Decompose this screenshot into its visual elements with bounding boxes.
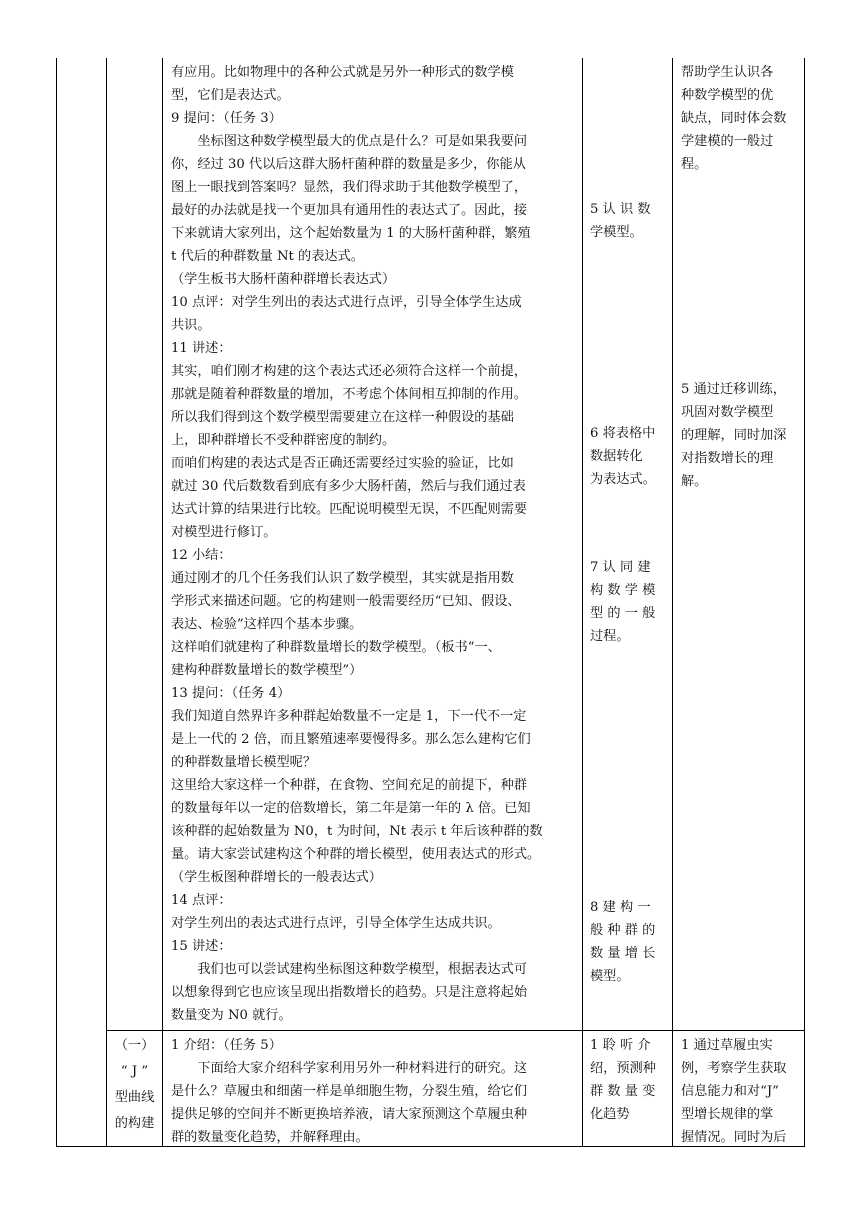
text-line: 巩固对数学模型 bbox=[681, 405, 774, 420]
text-line: 帮助学生认识各 bbox=[681, 65, 774, 80]
text-line: （学生板书大肠杆菌种群增长表达式） bbox=[171, 272, 396, 287]
text-line: 这里给大家这样一个种群，在食物、空间充足的前提下，种群 bbox=[171, 778, 528, 793]
text-line: 而咱们构建的表达式是否正确还需要经过实验的验证，比如 bbox=[171, 456, 514, 471]
text-line: 8 建 构 一 bbox=[590, 900, 651, 915]
table-right-border bbox=[804, 58, 805, 1147]
student-activity-block-6 bbox=[590, 422, 666, 491]
text-line: 群 数 量 变 bbox=[590, 1084, 656, 1099]
text-line: t 代后的种群数量 Nt 的表达式。 bbox=[171, 249, 364, 264]
text-line: 上，即种群增长不受种群密度的制约。 bbox=[171, 433, 396, 448]
text-line: 过程。 bbox=[590, 629, 630, 644]
text-line: 图上一眼找到答案吗？显然，我们得求助于其他数学模型了， bbox=[171, 180, 528, 195]
text-line: 化趋势 bbox=[590, 1107, 630, 1122]
text-line: 那就是随着种群数量的增加，不考虑个体间相互抑制的作用。 bbox=[171, 387, 528, 402]
text-line: （一） bbox=[114, 1038, 155, 1053]
text-line: 是什么？草履虫和细菌一样是单细胞生物，分裂生殖，给它们 bbox=[171, 1084, 528, 1099]
text-line: 型，它们是表达式。 bbox=[171, 88, 290, 103]
student-activity-block-8 bbox=[590, 896, 666, 988]
text-line: 共识。 bbox=[171, 318, 211, 333]
text-line: 型曲线 bbox=[114, 1090, 155, 1105]
text-line: 学模型。 bbox=[590, 225, 643, 240]
text-line: 数量变为 N0 就行。 bbox=[171, 1008, 292, 1023]
text-line: 对指数增长的理 bbox=[681, 451, 774, 466]
text-line: 表达、检验”这样四个基本步骤。 bbox=[171, 617, 363, 632]
student-activity-block-7 bbox=[590, 556, 666, 648]
text-line: 学形式来描述问题。它的构建则一般需要经历“已知、假设、 bbox=[171, 594, 521, 609]
table-left-border bbox=[56, 58, 57, 1147]
text-line: 对模型进行修订。 bbox=[171, 525, 277, 540]
student-activity-block-5 bbox=[590, 198, 666, 244]
text-line: 7 认 同 建 bbox=[590, 560, 651, 575]
text-line: 12 小结： bbox=[171, 548, 232, 563]
text-line: 我们也可以尝试建构坐标图这种数学模型，根据表达式可 bbox=[171, 962, 528, 977]
text-line: 就过 30 代后数数看到底有多少大肠杆菌，然后与我们通过表 bbox=[171, 479, 526, 494]
text-line: 数 量 增 长 bbox=[590, 946, 656, 961]
text-line: 解。 bbox=[681, 474, 708, 489]
text-line: 10 点评：对学生列出的表达式进行点评，引导全体学生达成 bbox=[171, 295, 522, 310]
text-line: 量。请大家尝试建构这个种群的增长模型，使用表达式的形式。 bbox=[171, 847, 541, 862]
text-line: 建构种群数量增长的数学模型”） bbox=[171, 663, 363, 678]
text-line: 该种群的起始数量为 N0，t 为时间，Nt 表示 t 年后该种群的数 bbox=[171, 824, 543, 839]
text-line: 达式计算的结果进行比较。匹配说明模型无误，不匹配则需要 bbox=[171, 502, 528, 517]
column-divider-4 bbox=[672, 58, 673, 1147]
text-line: 13 提问：（任务 4） bbox=[171, 686, 291, 701]
text-line: 我们知道自然界许多种群起始数量不一定是 1，下一代不一定 bbox=[171, 709, 527, 724]
column-divider-3 bbox=[582, 58, 583, 1147]
text-line: （学生板图种群增长的一般表达式） bbox=[171, 870, 382, 885]
text-line: 14 点评： bbox=[171, 893, 232, 908]
text-line: 握情况。同时为后 bbox=[681, 1130, 787, 1145]
text-line: 5 通过迁移训练， bbox=[681, 382, 786, 397]
text-line: 数据转化 bbox=[590, 449, 643, 464]
teaching-content-cell bbox=[171, 61, 576, 1027]
text-line: 提供足够的空间并不断更换培养液，请大家预测这个草履虫种 bbox=[171, 1107, 528, 1122]
column-divider-2 bbox=[162, 58, 163, 1147]
text-line: 1 通过草履虫实 bbox=[681, 1038, 773, 1053]
design-intent-block-1 bbox=[681, 61, 798, 176]
text-line: 缺点，同时体会数 bbox=[681, 111, 787, 126]
text-line: 你，经过 30 代以后这群大肠杆菌种群的数量是多少，你能从 bbox=[171, 157, 526, 172]
row-divider bbox=[106, 1030, 805, 1031]
text-line: 以想象得到它也应该呈现出指数增长的趋势。只是注意将起始 bbox=[171, 985, 528, 1000]
text-line: 种数学模型的优 bbox=[681, 88, 774, 103]
text-line: 是上一代的 2 倍，而且繁殖速率要慢得多。那么怎么建构它们 bbox=[171, 732, 531, 747]
text-line: 般 种 群 的 bbox=[590, 923, 656, 938]
text-line: 的数量每年以一定的倍数增长，第二年是第一年的 λ 倍。已知 bbox=[171, 801, 531, 816]
teaching-content-cell-2 bbox=[171, 1034, 576, 1149]
text-line: 的种群数量增长模型呢？ bbox=[171, 755, 317, 770]
text-line: 构 数 学 模 bbox=[590, 583, 656, 598]
text-line: 模型。 bbox=[590, 969, 630, 984]
text-line: 1 介绍：（任务 5） bbox=[171, 1038, 282, 1053]
design-intent-block-5 bbox=[681, 378, 798, 493]
text-line: 学建模的一般过 bbox=[681, 134, 774, 149]
text-line: 下来就请大家列出，这个起始数量为 1 的大肠杆菌种群，繁殖 bbox=[171, 226, 531, 241]
text-line: 6 将表格中 bbox=[590, 426, 656, 441]
text-line: 为表达式。 bbox=[590, 472, 656, 487]
text-line: 这样咱们就建构了种群数量增长的数学模型。（板书“一、 bbox=[171, 640, 501, 655]
text-line: 11 讲述： bbox=[171, 341, 232, 356]
text-line: 的理解，同时加深 bbox=[681, 428, 787, 443]
text-line: 绍，预测种 bbox=[590, 1061, 656, 1076]
text-line: 对学生列出的表达式进行点评，引导全体学生达成共识。 bbox=[171, 916, 501, 931]
design-intent-cell-2 bbox=[681, 1034, 798, 1149]
text-line: 最好的办法就是找一个更加具有通用性的表达式了。因此，接 bbox=[171, 203, 528, 218]
text-line: 群的数量变化趋势，并解释理由。 bbox=[171, 1130, 369, 1145]
text-line: 有应用。比如物理中的各种公式就是另外一种形式的数学模 bbox=[171, 65, 514, 80]
text-line: 9 提问：（任务 3） bbox=[171, 111, 282, 126]
text-line: 信息能力和对“J” bbox=[681, 1084, 779, 1099]
text-line: 下面给大家介绍科学家利用另外一种材料进行的研究。这 bbox=[171, 1061, 528, 1076]
text-line: 坐标图这种数学模型最大的优点是什么？可是如果我要问 bbox=[171, 134, 528, 149]
column-divider-1 bbox=[106, 58, 107, 1147]
text-line: 程。 bbox=[681, 157, 708, 172]
text-line: 15 讲述： bbox=[171, 939, 232, 954]
text-line: 的构建 bbox=[114, 1116, 155, 1131]
student-activity-cell-2 bbox=[590, 1034, 666, 1126]
text-line: 通过刚才的几个任务我们认识了数学模型，其实就是指用数 bbox=[171, 571, 514, 586]
teaching-stage-cell bbox=[107, 1034, 162, 1138]
text-line: 5 认 识 数 bbox=[590, 202, 651, 217]
text-line: 型 的 一 般 bbox=[590, 606, 656, 621]
text-line: 所以我们得到这个数学模型需要建立在这样一种假设的基础 bbox=[171, 410, 514, 425]
text-line: “ J ” bbox=[120, 1064, 149, 1079]
text-line: 型增长规律的掌 bbox=[681, 1107, 774, 1122]
text-line: 1 聆 听 介 bbox=[590, 1038, 651, 1053]
text-line: 例，考察学生获取 bbox=[681, 1061, 787, 1076]
text-line: 其实，咱们刚才构建的这个表达式还必须符合这样一个前提， bbox=[171, 364, 528, 379]
